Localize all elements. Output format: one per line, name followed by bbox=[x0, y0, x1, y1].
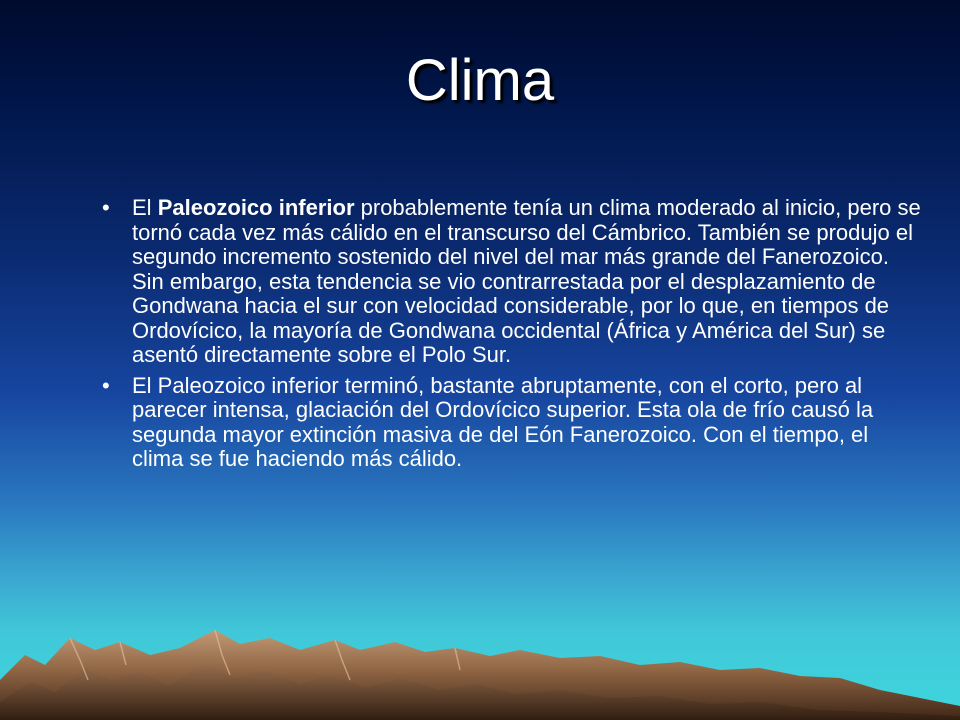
bullet-text: El Paleozoico inferior terminó, bastante abruptamente, con el corto, pero al parecer intensa, glaciación del Ordovícico superior. Esta ola de frío causó la segunda mayor extinción masiva de del Eón Fanerozoico. Con el tiempo, el clima se fue haciendo más cálido. bbox=[132, 372, 874, 471]
bullet-list bbox=[102, 196, 922, 478]
bullet-icon: • bbox=[102, 195, 110, 220]
bullet-text-bold: Paleozoico inferior bbox=[157, 195, 355, 220]
mountain-range-illustration bbox=[0, 620, 960, 720]
bullet-icon: • bbox=[102, 372, 110, 398]
bullet-text-post: probablemente tenía un clima moderado al inicio, pero se tornó cada vez más cálido en el transcurso del Cámbrico. También se produjo el segundo incremento sostenido del nivel del mar más grande del Fanerozoico. Sin embargo, esta tendencia se vio contrarrestada por el desplazamiento de Gondwana hacia el sur con velocidad considerable, por lo que, en tiempos de Ordovícico, la mayoría de Gondwana occidental (África y América del Sur) se asentó directamente sobre el Polo Sur. bbox=[132, 195, 921, 367]
bullet-item bbox=[102, 374, 922, 472]
bullet-item bbox=[102, 196, 922, 368]
slide-title: Clima bbox=[405, 48, 555, 113]
bullet-text-pre: El bbox=[132, 195, 158, 220]
